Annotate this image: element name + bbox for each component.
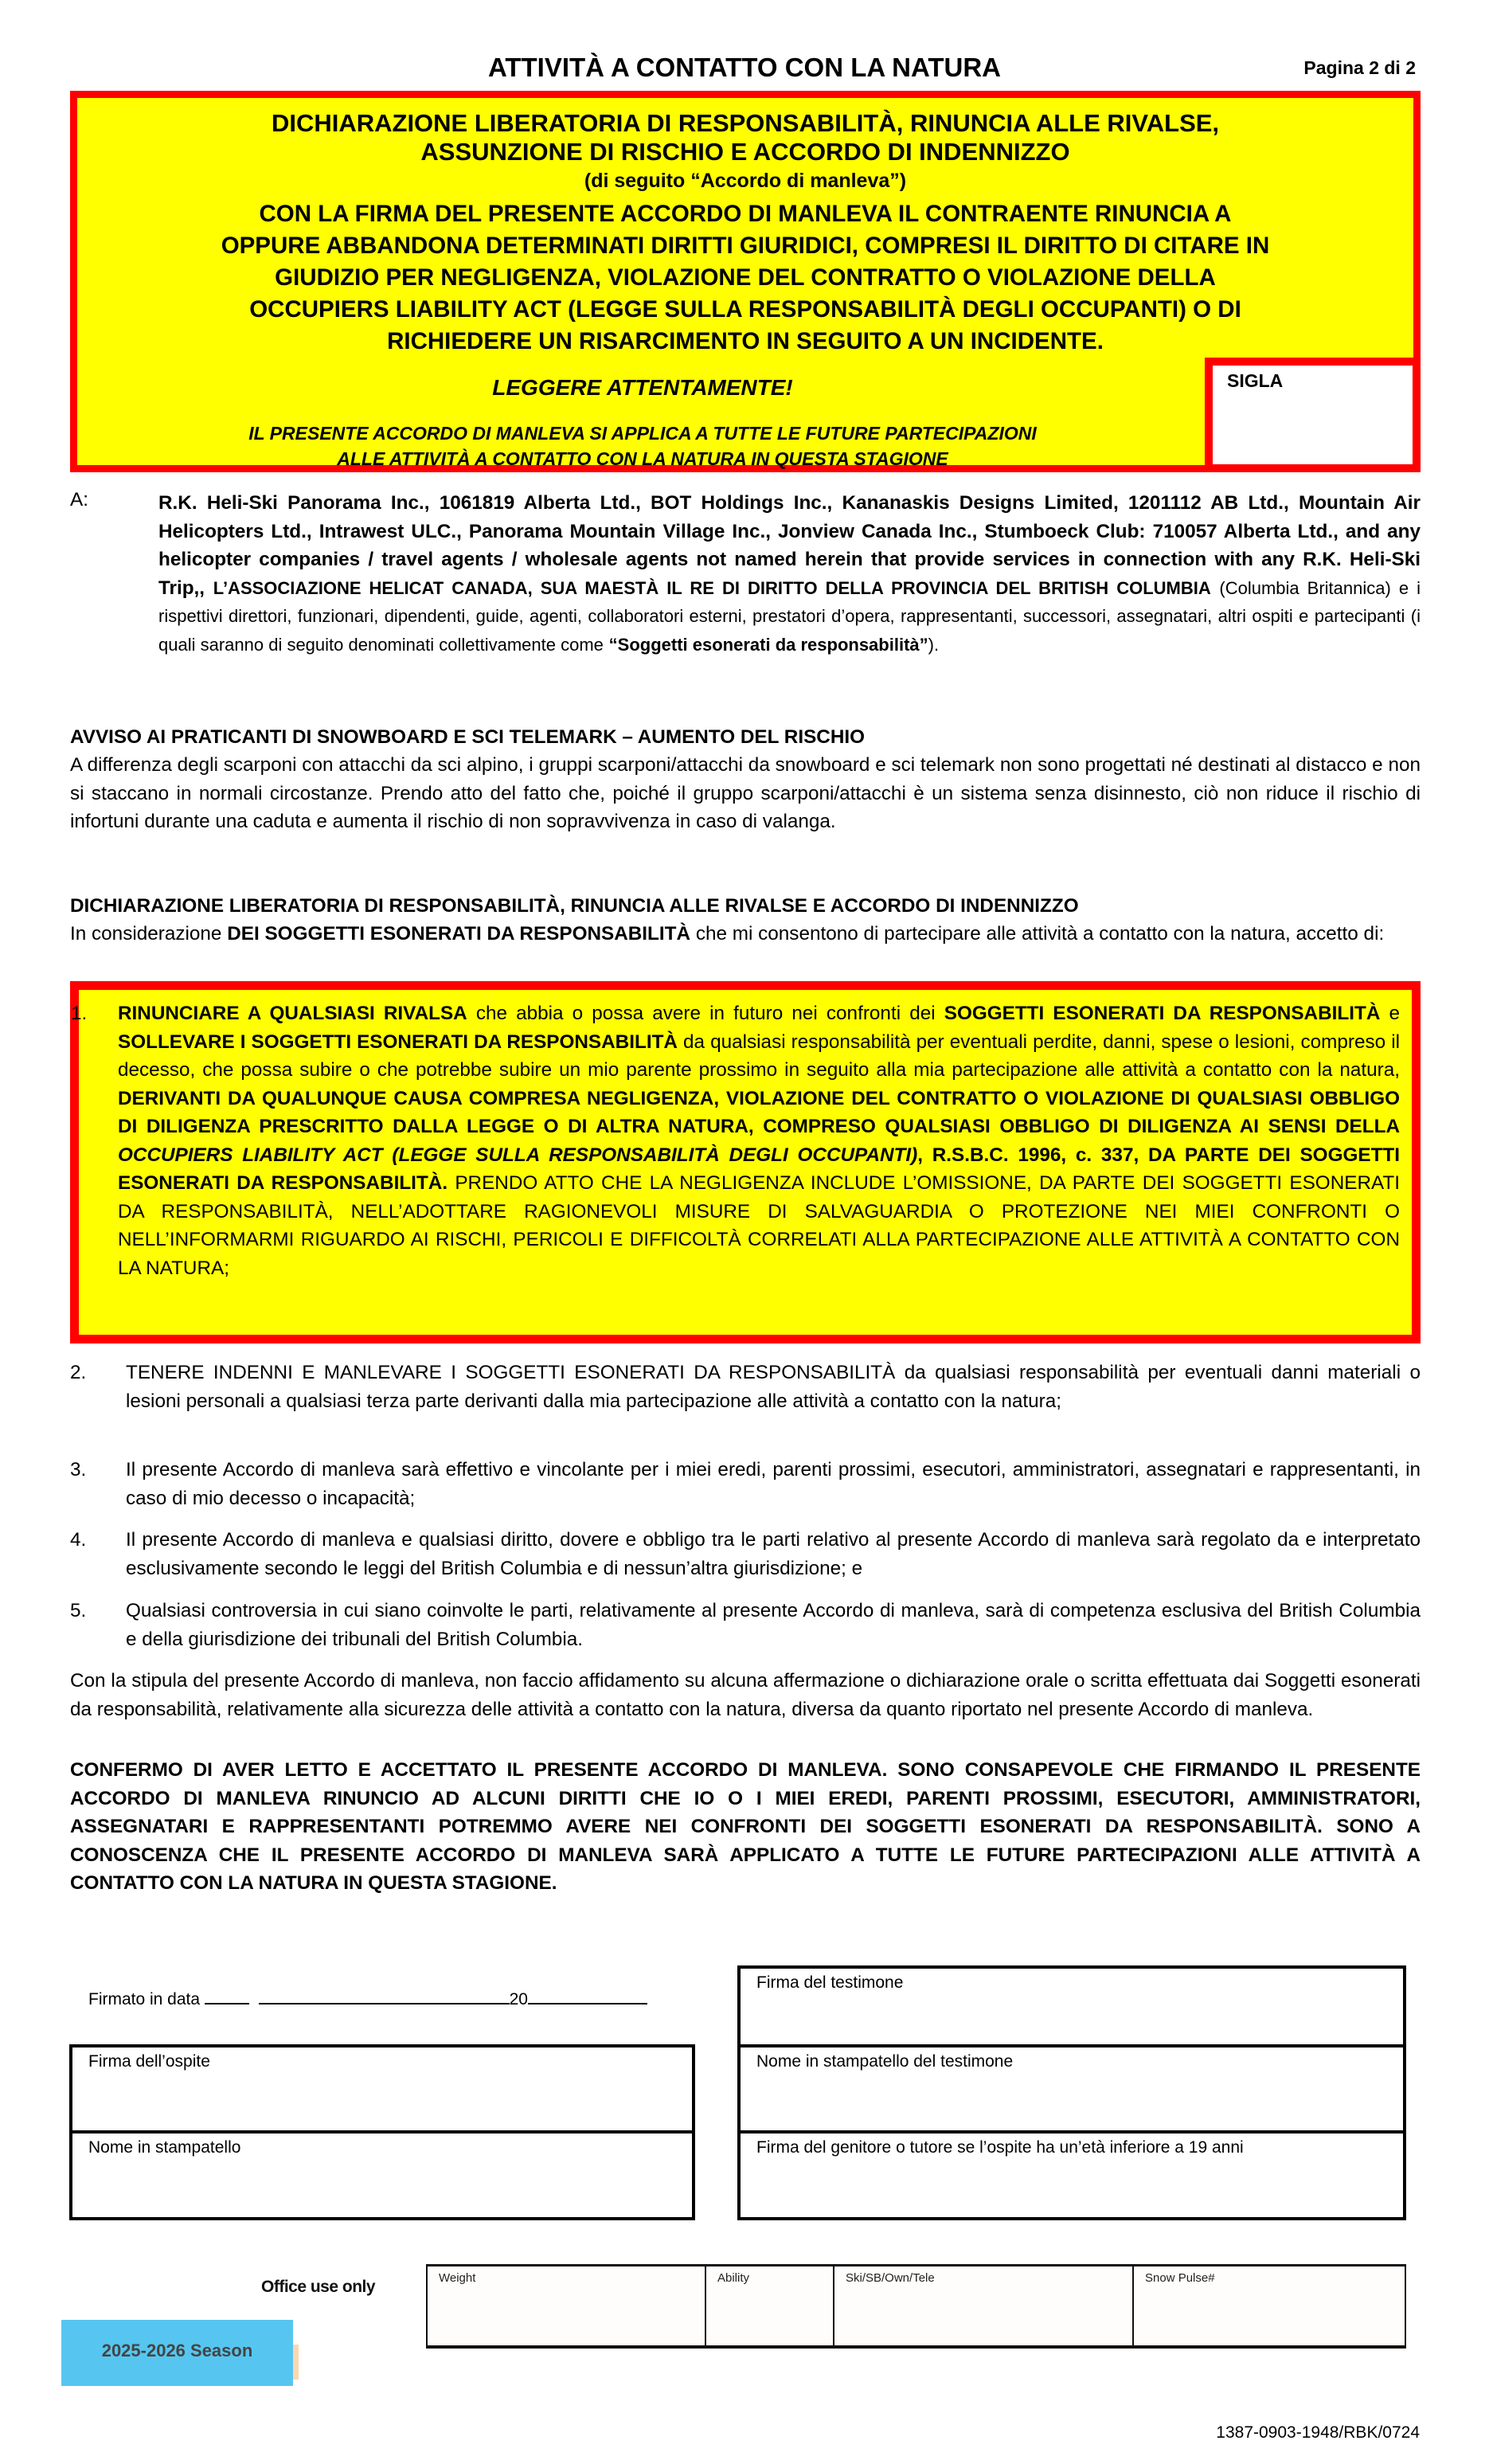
releasees-defined-term: “Soggetti esonerati da responsabilità” [608, 634, 928, 655]
guest-print-name-label: Nome in stampatello [88, 2138, 241, 2157]
equipment-type-field[interactable] [834, 2266, 1134, 2345]
witness-print-name-field[interactable] [737, 2044, 1406, 2134]
clause-text: Il presente Accordo di manleva sarà effettivo e vincolante per i miei eredi, parenti prossimi, esecutori, amministratori, assegnatari e rappresentanti, in caso di mio decesso o incapacità; [126, 1459, 1421, 1509]
initials-label: SIGLA [1227, 370, 1284, 391]
office-use-label: Office use only [261, 2278, 376, 2296]
read-carefully-notice: LEGGERE ATTENTAMENTE! [492, 375, 793, 400]
season-applies-line-1: IL PRESENTE ACCORDO DI MANLEVA SI APPLICA A TUTTE LE FUTURE PARTECIPAZIONI [248, 423, 1037, 444]
ability-label: Ability [717, 2271, 750, 2285]
clause-text: TENERE INDENNI E MANLEVARE I SOGGETTI ESONERATI DA RESPONSABILITÀ da qualsiasi responsabilità per eventuali danni materiali o lesioni personali a qualsiasi terza parte derivanti dalla mia partecipazione alle attività a contatto con la natura; [126, 1362, 1421, 1412]
clause-1-act-name: OCCUPIERS LIABILITY ACT (LEGGE SULLA RESPONSABILITÀ DEGLI OCCUPANTI) [118, 1144, 918, 1166]
releasees-end: ). [928, 634, 940, 655]
clause-1-bold: , R.S.B.C. 1996, c. 337, DA PARTE DEI SOGGETTI ESONERATI DA RESPONSABILITÀ. [118, 1144, 1401, 1194]
declaration-intro [70, 920, 1421, 948]
document-title: ATTIVITÀ A CONTATTO CON LA NATURA [487, 53, 1002, 82]
year-prefix: 20 [509, 1990, 528, 2008]
weight-label: Weight [439, 2271, 476, 2285]
declaration-intro-end: che mi consentono di partecipare alle attività a contatto con la natura, accetto di: [695, 923, 1385, 945]
season-badge-text: 2025-2026 Season [101, 2341, 253, 2360]
clause-1-release: SOLLEVARE I SOGGETTI ESONERATI DA RESPONSABILITÀ [118, 1031, 678, 1053]
witness-signature-label: Firma del testimone [756, 1973, 904, 1992]
page-number: Pagina 2 di 2 [1303, 57, 1416, 78]
clause-text: Il presente Accordo di manleva e qualsiasi diritto, dovere e obbligo tra le parti relativo al presente Accordo di manleva sarà regolato da e interpretato esclusivamente secondo le leggi del British Columbia e di nessun’altra giurisdizione; e [126, 1529, 1421, 1579]
waiver-warning-box [70, 91, 1421, 472]
waiver-title-line-1: DICHIARAZIONE LIBERATORIA DI RESPONSABILITÀ, RINUNCIA ALLE RIVALSE, [271, 109, 1220, 137]
rights-notice [77, 198, 1413, 358]
rights-notice-line: OPPURE ABBANDONA DETERMINATI DIRITTI GIURIDICI, COMPRESI IL DIRITTO DI CITARE IN [221, 233, 1270, 259]
clause-1-bold: SOGGETTI ESONERATI DA RESPONSABILITÀ [944, 1003, 1381, 1024]
clause-number: 3. [70, 1459, 87, 1480]
snowboard-notice-heading: AVVISO AI PRATICANTI DI SNOWBOARD E SCI TELEMARK – AUMENTO DEL RISCHIO [70, 726, 866, 748]
signed-date-label: Firmato in data [88, 1990, 201, 2008]
season-badge-edge [293, 2345, 299, 2380]
document-code: 1387-0903-1948/RBK/0724 [1216, 2423, 1420, 2442]
clause-1-text: e [1380, 1003, 1400, 1024]
clause-number: 4. [70, 1529, 87, 1551]
rights-notice-line: GIUDIZIO PER NEGLIGENZA, VIOLAZIONE DEL CONTRATTO O VIOLAZIONE DELLA [275, 264, 1216, 291]
clause-1-bold: DERIVANTI DA QUALUNQUE CAUSA COMPRESA NEGLIGENZA, VIOLAZIONE DEL CONTRATTO O VIOLAZIONE DI QUALSIASI OBBLIGO DI DILIGENZA PRESCRITTO DALLA LEGGE O DI ALTRA NATURA, COMPRESO QUALSIASI OBBLIGO DI DILIGENZA AI SENSI DELLA [118, 1087, 1400, 1137]
initials-field[interactable] [1205, 358, 1421, 472]
clause-number: 2. [70, 1362, 87, 1383]
witness-print-name-label: Nome in stampatello del testimone [756, 2052, 1014, 2071]
declaration-intro-start: In considerazione [70, 923, 222, 945]
snow-pulse-label: Snow Pulse# [1145, 2271, 1215, 2285]
date-day-field[interactable] [205, 1989, 249, 2004]
snow-pulse-field[interactable] [1134, 2266, 1405, 2345]
rights-notice-line: RICHIEDERE UN RISARCIMENTO IN SEGUITO A UN INCIDENTE. [387, 328, 1104, 354]
season-applies-line-2: ALLE ATTIVITÀ A CONTATTO CON LA NATURA IN QUESTA STAGIONE [337, 448, 948, 469]
rights-notice-line: OCCUPIERS LIABILITY ACT (LEGGE SULLA RESPONSABILITÀ DEGLI OCCUPANTI) O DI [249, 296, 1241, 323]
declaration-intro-bold: DEI SOGGETTI ESONERATI DA RESPONSABILITÀ [227, 923, 691, 945]
parent-signature-label: Firma del genitore o tutore se l’ospite ha un’età inferiore a 19 anni [756, 2138, 1244, 2157]
declaration-heading: DICHIARAZIONE LIBERATORIA DI RESPONSABILITÀ, RINUNCIA ALLE RIVALSE E ACCORDO DI INDENNIZZO [70, 895, 1079, 917]
signed-date-line [88, 1989, 647, 2009]
clause-4 [70, 1526, 1421, 1582]
equipment-type-label: Ski/SB/Own/Tele [846, 2271, 935, 2285]
clause-number: 1. [71, 1003, 88, 1024]
date-year-field[interactable] [528, 1989, 647, 2004]
clause-1-text: da qualsiasi responsabilità per eventuali perdite, danni, spese o lesioni, compreso il decesso, che possa subire o che potrebbe subire un mio parente prossimo in seguito alla mia partecipazione alle attività a contatto con la natura, [118, 1031, 1400, 1081]
date-month-field[interactable] [259, 1989, 510, 2004]
guest-print-name-field[interactable] [69, 2130, 695, 2220]
witness-signature-field[interactable] [737, 1965, 1406, 2047]
releasees-paragraph [158, 489, 1421, 659]
season-badge [61, 2320, 293, 2386]
clause-3 [70, 1456, 1421, 1512]
weight-field[interactable] [428, 2266, 706, 2345]
releasees-label: A: [70, 489, 88, 510]
clause-1-waive: RINUNCIARE A QUALSIASI RIVALSA [118, 1003, 467, 1024]
waiver-title-line-2: ASSUNZIONE DI RISCHIO E ACCORDO DI INDENNIZZO [420, 138, 1070, 166]
parent-signature-field[interactable] [737, 2130, 1406, 2220]
clause-1-text: che abbia o possa avere in futuro nei confronti dei [467, 1003, 944, 1024]
clause-2 [70, 1359, 1421, 1415]
snowboard-notice-body: A differenza degli scarponi con attacchi da sci alpino, i gruppi scarponi/attacchi da snowboard e sci telemark non sono progettati né destinati al distacco e non si staccano in normali circostanze. Prendo atto del fatto che, poiché il gruppo scarponi/attacchi è un sistema senza disinnesto, ciò non riduce il rischio di infortuni durante una caduta e aumenta il rischio di non sopravvivenza in caso di valanga. [70, 754, 1421, 832]
clause-5 [70, 1597, 1421, 1653]
guest-signature-field[interactable] [69, 2044, 695, 2134]
waiver-subtitle: (di seguito “Accordo di manleva”) [584, 170, 907, 192]
releasees-companies: R.K. Heli-Ski Panorama Inc., 1061819 Alberta Ltd., BOT Holdings Inc., Kananaskis Designs Limited, 1201112 AB Ltd., Mountain Air Helicopters Ltd., Intrawest ULC., Panorama Mountain Village Inc., Jonview Canada Inc., Stumboeck Club: 710057 Alberta Ltd., and any helicopter companies / travel agents / wholesale agents not named herein that provide services in connection with any R.K. Heli-Ski Trip,, [158, 492, 1421, 599]
clause-1-negligence-text: PRENDO ATTO CHE LA NEGLIGENZA INCLUDE L’OMISSIONE, DA PARTE DEI SOGGETTI ESONERATI DA RESPONSABILITÀ, NELL’ADOTTARE RAGIONEVOLI MISURE DI SALVAGUARDIA O PROTEZIONE NEI MIEI CONFRONTI O NELL’INFORMARMI RIGUARDO AI RISCHI, PERICOLI E DIFFICOLTÀ CORRELATI ALLA PARTECIPAZIONE ALLE ATTIVITÀ A CONTATTO CON LA NATURA; [118, 1172, 1400, 1279]
office-use-table [426, 2264, 1406, 2349]
rights-notice-line: CON LA FIRMA DEL PRESENTE ACCORDO DI MANLEVA IL CONTRAENTE RINUNCIA A [259, 201, 1232, 227]
reliance-paragraph: Con la stipula del presente Accordo di manleva, non faccio affidamento su alcuna affermazione o dichiarazione orale o scritta effettuata dai Soggetti esonerati da responsabilità, relativamente alla sicurezza delle attività a contatto con la natura, diversa da quanto riportato nel presente Accordo di manleva. [70, 1670, 1421, 1720]
warning-heading [77, 109, 1413, 358]
releasees-others: (Columbia Britannica) e i rispettivi direttori, funzionari, dipendenti, guide, agenti, collaboratori esterni, prestatori d’opera, rappresentanti, successori, assegnatari, altri ospiti e partecipanti (i quali saranno di seguito denominati collettivamente come [158, 577, 1421, 655]
releasees-association: L’ASSOCIAZIONE HELICAT CANADA, SUA MAESTÀ IL RE DI DIRITTO DELLA PROVINCIA DEL BRITISH COLUMBIA [213, 577, 1211, 598]
season-applies-notice [77, 420, 1208, 471]
clause-number: 5. [70, 1600, 87, 1621]
confirmation-paragraph: CONFERMO DI AVER LETTO E ACCETTATO IL PRESENTE ACCORDO DI MANLEVA. SONO CONSAPEVOLE CHE FIRMANDO IL PRESENTE ACCORDO DI MANLEVA RINUNCIO AD ALCUNI DIRITTI CHE IO O I MIEI EREDI, PARENTI PROSSIMI, ESECUTORI, AMMINISTRATORI, ASSEGNATARI E RAPPRESENTANTI POTREMMO AVERE NEI CONFRONTI DEI SOGGETTI ESONERATI DA RESPONSABILITÀ. SONO A CONOSCENZA CHE IL PRESENTE ACCORDO DI MANLEVA SARÀ APPLICATO A TUTTE LE FUTURE PARTECIPAZIONI ALLE ATTIVITÀ A CONTATTO CON LA NATURA IN QUESTA STAGIONE. [70, 1759, 1421, 1894]
guest-signature-label: Firma dell’ospite [88, 2052, 210, 2071]
ability-field[interactable] [706, 2266, 834, 2345]
clause-text: Qualsiasi controversia in cui siano coinvolte le parti, relativamente al presente Accordo di manleva, sarà di competenza esclusiva del British Columbia e della giurisdizione dei tribunali del British Columbia. [126, 1600, 1421, 1650]
clause-1 [71, 999, 1401, 1282]
